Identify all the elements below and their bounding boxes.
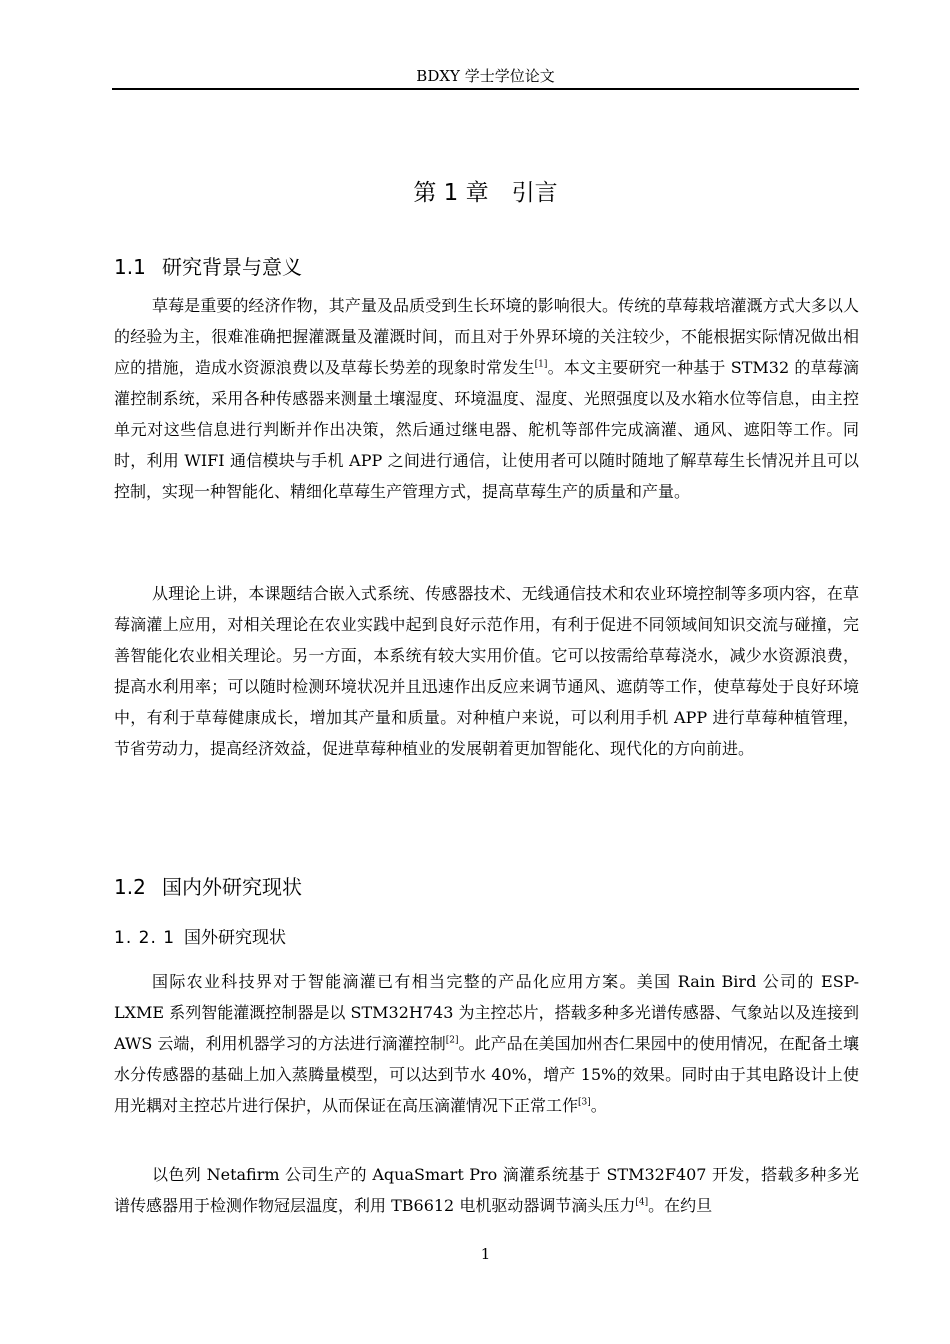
subsection-heading-1-2-1 (114, 926, 286, 950)
section-number: 1.2 (114, 875, 146, 899)
section-title: 国内外研究现状 (162, 875, 302, 899)
section-heading-1-1 (114, 253, 302, 281)
subsection-title: 国外研究现状 (184, 928, 286, 948)
section-heading-1-2 (114, 873, 302, 901)
header-rule (112, 88, 859, 90)
citation-ref: [3] (578, 1097, 591, 1108)
citation-ref: [4] (635, 1197, 649, 1208)
page-number: 1 (480, 1245, 491, 1263)
paragraph-background-1: 草莓是重要的经济作物，其产量及品质受到生长环境的影响很大。传统的草莓栽培灌溉方式大多以人的经验为主，很难准确把握灌溉量及灌溉时间，而且对于外界环境的关注较少，不能根据实际情况做出相应的措施，造成水资源浪费以及草莓长势差的现象时常发生[1]。本文主要研究一种基于 STM32 的草莓滴灌控制系统，采用各种传感器来测量土壤湿度、环境温度、湿度、光照强度以及水箱水位等信息，由主控单元对这些信息进行判断并作出决策，然后通过继电器、舵机等部件完成滴灌、通风、遮阳等工作。同时，利用 WIFI 通信模块与手机 APP 之间进行通信，让使用者可以随时随地了解草莓生长情况并且可以控制，实现一种智能化、精细化草莓生产管理方式，提高草莓生产的质量和产量。 (114, 296, 859, 501)
running-header: BDXY 学士学位论文 (416, 67, 555, 85)
section-title: 研究背景与意义 (162, 255, 302, 279)
citation-ref: [1] (534, 359, 548, 370)
paragraph-background-2: 从理论上讲，本课题结合嵌入式系统、传感器技术、无线通信技术和农业环境控制等多项内容，在草莓滴灌上应用，对相关理论在农业实践中起到良好示范作用，有利于促进不同领域间知识交流与碰撞，完善智能化农业相关理论。另一方面，本系统有较大实用价值。它可以按需给草莓浇水，减少水资源浪费，提高水利用率；可以随时检测环境状况并且迅速作出反应来调节通风、遮荫等工作，使草莓处于良好环境中，有利于草莓健康成长，增加其产量和质量。对种植户来说，可以利用手机 APP 进行草莓种植管理，节省劳动力，提高经济效益，促进草莓种植业的发展朝着更加智能化、现代化的方向前进。 (114, 584, 859, 758)
subsection-number: 1. 2. 1 (114, 928, 176, 948)
citation-ref: [2] (445, 1035, 459, 1046)
paragraph-foreign-1: 国际农业科技界对于智能滴灌已有相当完整的产品化应用方案。美国 Rain Bird 公司的 ESP-LXME 系列智能灌溉控制器是以 STM32H743 为主控芯片，搭载多种多光谱传感器、气象站以及连接到 AWS 云端，利用机器学习的方法进行滴灌控制[2]。此产品在美国加州杏仁果园中的使用情况，在配备土壤水分传感器的基础上加入蒸腾量模型，可以达到节水 40%，增产 15%的效果。同时由于其电路设计上使用光耦对主控芯片进行保护，从而保证在高压滴灌情况下正常工作[3]。 (114, 972, 859, 1115)
chapter-title: 第 1 章 引言 (413, 180, 558, 206)
paragraph-foreign-2: 以色列 Netafirm 公司生产的 AquaSmart Pro 滴灌系统基于 STM32F407 开发，搭载多种多光谱传感器用于检测作物冠层温度，利用 TB6612 电机驱动器调节滴头压力[4]。在约旦 (114, 1165, 859, 1215)
section-number: 1.1 (114, 255, 146, 279)
